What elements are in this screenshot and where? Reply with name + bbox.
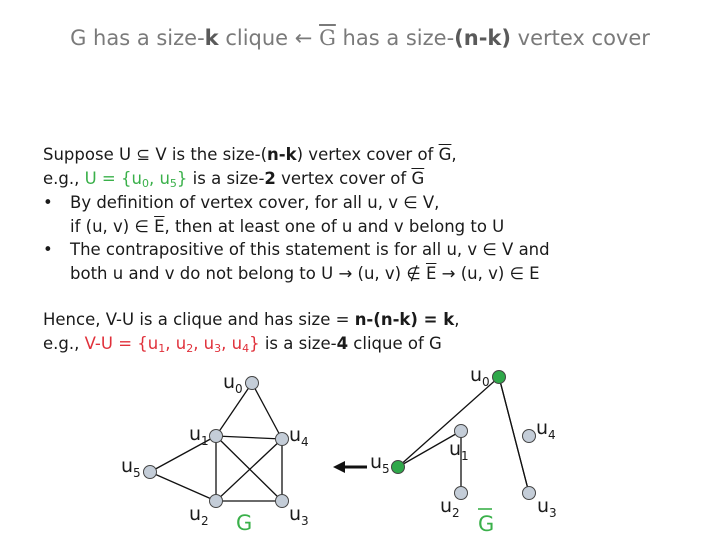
- text: V-U = {u: [84, 334, 159, 353]
- text: e.g.,: [43, 169, 85, 188]
- subset-symbol-icon: ⊆: [136, 145, 151, 164]
- text: E: [523, 263, 540, 283]
- bullet-dot-icon: •: [43, 193, 53, 212]
- text: (u, v): [455, 263, 510, 283]
- text: both u and v do not belong to U: [70, 263, 339, 283]
- clique-example: [85, 334, 260, 353]
- text: is a size-: [259, 334, 337, 353]
- title-complement-g: $\overline{G}$: [319, 26, 336, 50]
- node-u0: [493, 371, 506, 384]
- text: The contrapositive of this statement is for all u, v: [70, 240, 483, 259]
- subscript: 4: [242, 342, 250, 355]
- graph-g-name: G: [236, 511, 253, 535]
- right-arrow-icon: →: [441, 263, 456, 283]
- graph-gbar-name: G: [478, 512, 495, 536]
- node-u4: [523, 430, 536, 443]
- slide-title: [0, 26, 720, 50]
- graph-gbar-labels: [370, 364, 557, 536]
- text: ) vertex cover of: [296, 145, 439, 164]
- text: }: [249, 334, 260, 353]
- text: clique of G: [348, 334, 442, 353]
- subscript: 1: [158, 342, 166, 355]
- text: Suppose U: [43, 145, 137, 164]
- complement-e: $\overline{E}$: [425, 263, 437, 283]
- text: V is the size-(: [150, 145, 268, 164]
- vertex-cover-example: [85, 169, 188, 188]
- label-u1: $u_1$: [449, 438, 469, 463]
- node-u2: [210, 495, 223, 508]
- node-u5: [392, 461, 405, 474]
- text: vertex cover of: [275, 169, 412, 188]
- body-line-4: [43, 332, 703, 356]
- text: (u, v): [352, 263, 407, 283]
- subscript: 2: [186, 342, 194, 355]
- graph-diagram: [0, 360, 720, 540]
- label-u3: $u_3$: [289, 503, 309, 528]
- text: e.g.,: [43, 334, 85, 353]
- title-k: k: [204, 26, 219, 50]
- title-part1: G has a size-: [70, 26, 205, 50]
- node-u3: [276, 495, 289, 508]
- text: ,: [451, 145, 457, 164]
- element-of-icon: ∈: [509, 263, 524, 283]
- text: V,: [417, 193, 440, 212]
- body-line-2: [43, 167, 703, 191]
- label-u4: $u_4$: [289, 424, 309, 449]
- element-of-icon: ∈: [482, 240, 497, 259]
- subscript: 0: [141, 177, 149, 190]
- text: , u: [148, 169, 170, 188]
- title-part4: vertex cover: [510, 26, 650, 50]
- text: Hence, V-U is a clique and has size =: [43, 310, 355, 329]
- label-u1: $u_1$: [189, 423, 209, 448]
- text: }: [176, 169, 188, 188]
- text: is a size-: [187, 169, 265, 188]
- subscript: 3: [214, 342, 222, 355]
- complement-e: $\overline{E}$: [154, 216, 165, 236]
- subscript: 5: [169, 177, 177, 190]
- complement-g: $\overline{G}$: [411, 169, 425, 188]
- edge-u5-u2: [150, 472, 216, 501]
- text: ,: [454, 310, 460, 329]
- node-u1: [210, 430, 223, 443]
- body-line-3: [43, 308, 703, 332]
- text: , u: [193, 334, 215, 353]
- text: V and: [496, 240, 550, 259]
- title-part3: has a size-: [335, 26, 455, 50]
- label-u5: $u_5$: [121, 455, 141, 480]
- edge-u0-u4: [252, 383, 282, 439]
- text: U = {u: [84, 169, 142, 188]
- text-bold: n-k: [267, 145, 297, 164]
- node-u0: [246, 377, 259, 390]
- title-part2: clique: [218, 26, 295, 50]
- complement-g: $\overline{G}$: [438, 145, 452, 164]
- title-nk: (n-k): [454, 26, 511, 50]
- text: , u: [221, 334, 243, 353]
- graph-g-labels: [121, 371, 309, 535]
- node-u5: [144, 466, 157, 479]
- label-u0: $u_0$: [223, 371, 243, 396]
- text-bold: n-(n-k) = k: [354, 310, 455, 329]
- text-bold: 4: [336, 334, 349, 353]
- node-u4: [276, 433, 289, 446]
- element-of-icon: ∈: [403, 193, 418, 212]
- body-line-1: [43, 143, 703, 167]
- text: if (u, v): [70, 216, 135, 236]
- node-u1: [455, 425, 468, 438]
- label-u4: $u_4$: [536, 417, 556, 442]
- left-arrow-icon: [333, 461, 367, 473]
- bullet-dot-icon: •: [43, 240, 53, 259]
- bullet-definition: [43, 191, 703, 238]
- label-u5: $u_5$: [370, 451, 390, 476]
- node-u3: [523, 487, 536, 500]
- slide-body: [43, 143, 703, 356]
- label-u2: $u_2$: [440, 495, 460, 520]
- title-left-arrow-icon: ←: [294, 26, 313, 50]
- text: , then at least one of u and v belong to U: [164, 216, 505, 236]
- element-of-icon: ∈: [134, 216, 149, 236]
- text: , u: [165, 334, 187, 353]
- edge-u1-u4: [216, 436, 282, 439]
- label-u3: $u_3$: [537, 495, 557, 520]
- label-u2: $u_2$: [189, 503, 209, 528]
- right-arrow-icon: →: [338, 263, 353, 283]
- node-u2: [455, 487, 468, 500]
- not-element-of-icon: ∉: [406, 263, 421, 283]
- bullet-contrapositive: [43, 238, 703, 285]
- text: By definition of vertex cover, for all u, v: [70, 193, 404, 212]
- text-bold: 2: [264, 169, 276, 188]
- label-u0: $u_0$: [470, 364, 490, 389]
